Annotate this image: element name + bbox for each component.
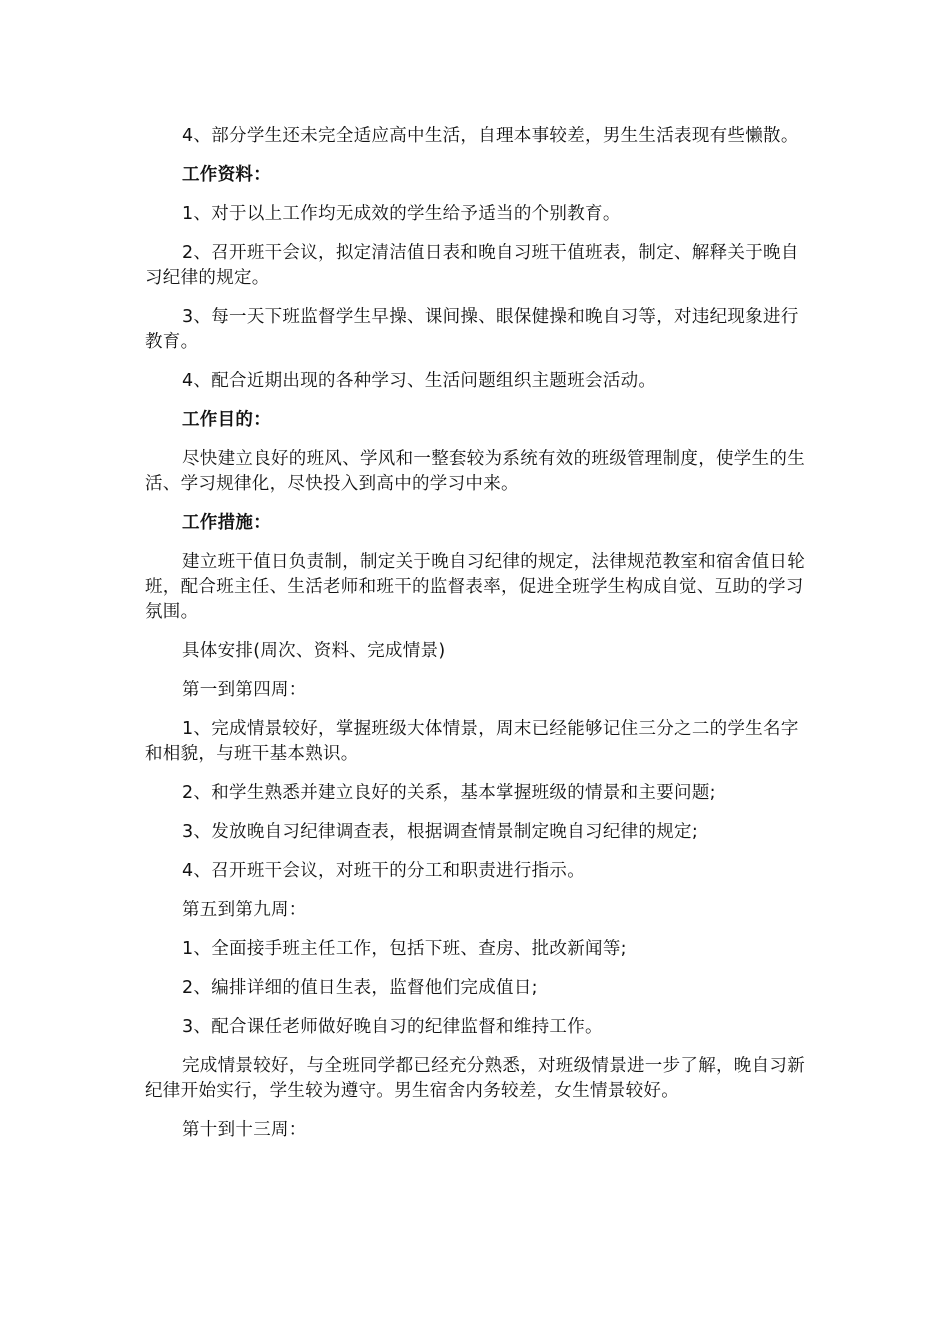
paragraph: 3、发放晚自习纪律调查表，根据调查情景制定晚自习纪律的规定; bbox=[182, 822, 699, 842]
paragraph: 具体安排(周次、资料、完成情景) bbox=[182, 641, 446, 661]
paragraph: 1、对于以上工作均无成效的学生给予适当的个别教育。 bbox=[182, 204, 621, 224]
paragraph: 4、配合近期出现的各种学习、生活问题组织主题班会活动。 bbox=[182, 371, 657, 391]
paragraph: 1、全面接手班主任工作，包括下班、查房、批改新闻等; bbox=[182, 939, 627, 959]
paragraph: 2、和学生熟悉并建立良好的关系，基本掌握班级的情景和主要问题; bbox=[182, 783, 716, 803]
paragraph: 3、配合课任老师做好晚自习的纪律监督和维持工作。 bbox=[182, 1017, 603, 1037]
paragraph: 2、编排详细的值日生表，监督他们完成值日; bbox=[182, 978, 538, 998]
section-heading: 工作资料： bbox=[182, 165, 271, 185]
paragraph: 4、召开班干会议，对班干的分工和职责进行指示。 bbox=[182, 861, 586, 881]
paragraph: 第五到第九周： bbox=[182, 900, 307, 920]
document-body bbox=[145, 124, 807, 1157]
section-heading: 工作目的： bbox=[182, 410, 271, 430]
paragraph: 第十到十三周： bbox=[182, 1120, 307, 1140]
paragraph: 3、每一天下班监督学生早操、课间操、眼保健操和晚自习等，对违纪现象进行教育。 bbox=[145, 307, 799, 352]
paragraph: 完成情景较好，与全班同学都已经充分熟悉，对班级情景进一步了解，晚自习新纪律开始实行，学生较为遵守。男生宿舍内务较差，女生情景较好。 bbox=[145, 1056, 805, 1101]
paragraph: 1、完成情景较好，掌握班级大体情景，周末已经能够记住三分之二的学生名字和相貌，与班干基本熟识。 bbox=[145, 719, 799, 764]
paragraph: 建立班干值日负责制，制定关于晚自习纪律的规定，法律规范教室和宿舍值日轮班，配合班主任、生活老师和班干的监督表率，促进全班学生构成自觉、互助的学习氛围。 bbox=[145, 552, 805, 622]
paragraph: 尽快建立良好的班风、学风和一整套较为系统有效的班级管理制度，使学生的生活、学习规律化，尽快投入到高中的学习中来。 bbox=[145, 449, 805, 494]
paragraph: 第一到第四周： bbox=[182, 680, 307, 700]
paragraph: 2、召开班干会议，拟定清洁值日表和晚自习班干值班表，制定、解释关于晚自习纪律的规定。 bbox=[145, 243, 799, 288]
paragraph: 4、部分学生还未完全适应高中生活，自理本事较差，男生生活表现有些懒散。 bbox=[182, 126, 799, 146]
section-heading: 工作措施： bbox=[182, 513, 271, 533]
